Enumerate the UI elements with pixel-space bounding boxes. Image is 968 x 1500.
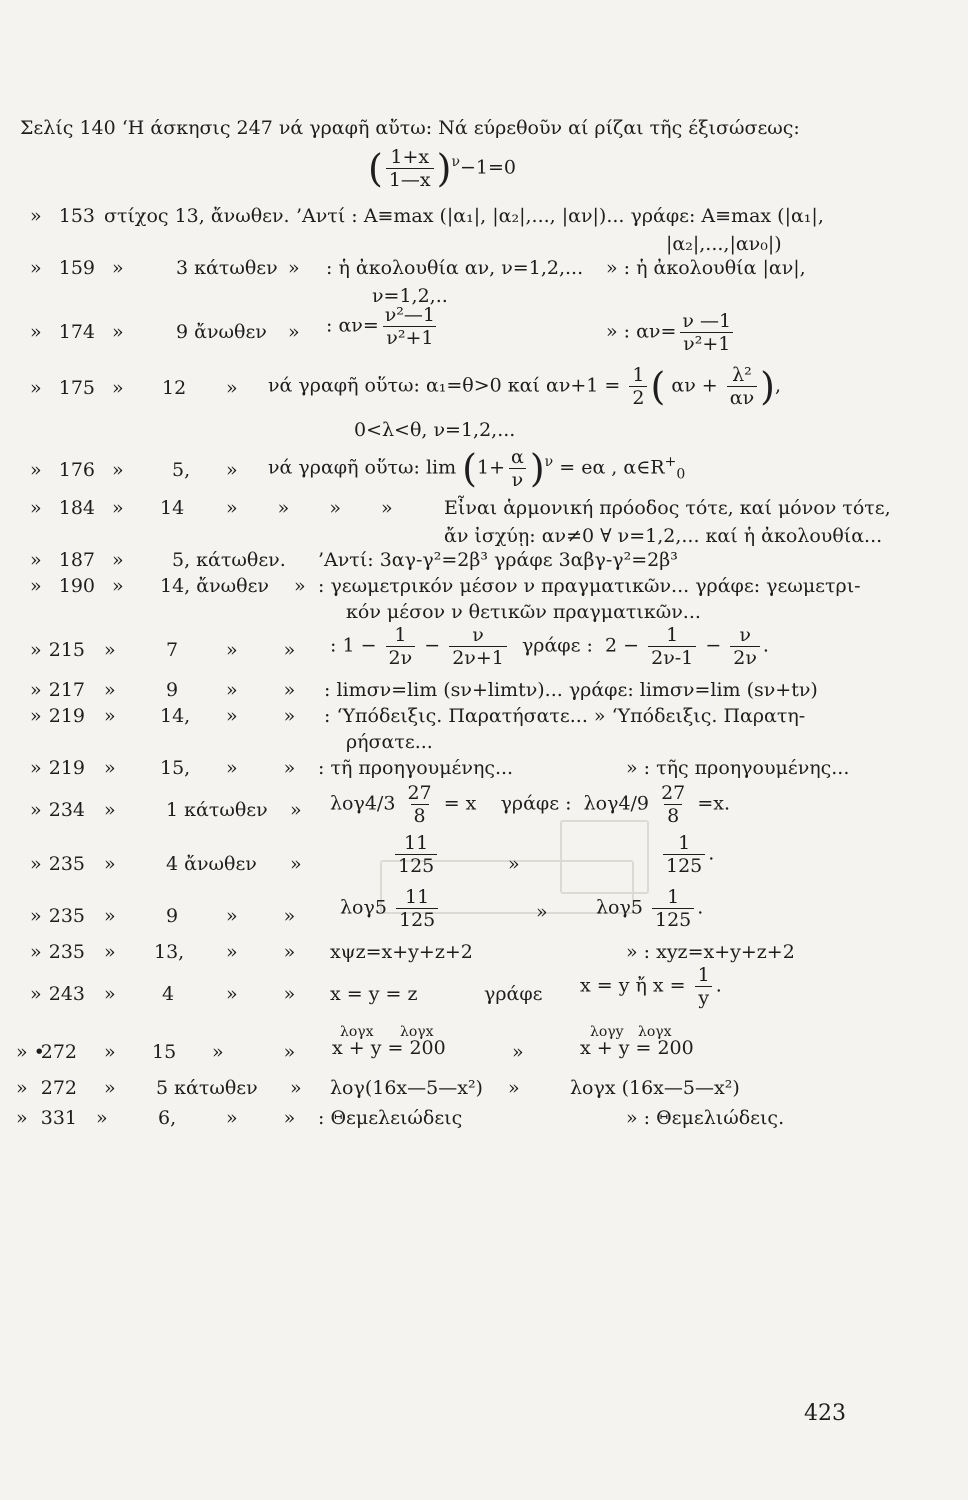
row-quote: » <box>112 377 124 399</box>
row-page: 159 <box>58 257 95 279</box>
row-line: 9 <box>166 679 179 701</box>
page-number: 423 <box>804 1401 846 1426</box>
row-line: στίχος 13, ἄνωθεν. <box>104 205 290 227</box>
row-quote: » <box>104 799 116 821</box>
row-correction-formula: x = y ἤ x = $\frac{1}{y}$ . <box>580 964 722 1009</box>
row-quote: » <box>30 853 42 875</box>
row-quote: » <box>30 799 42 821</box>
row-line: 13, <box>154 941 185 963</box>
row-continuation: ἄν ἰσχύῃ: αν≠0 ∀ ν=1,2,... καί ἡ ἀκολουθία... <box>444 525 883 547</box>
row-page: 190 <box>58 575 95 597</box>
row-quote: » <box>536 901 548 923</box>
row-correction: x + y = 200 <box>580 1037 694 1059</box>
row-quote: » <box>96 1107 108 1129</box>
row-quote: » <box>30 549 42 571</box>
row-line: 1 κάτωθεν <box>166 799 268 821</box>
row-quote: » <box>30 205 42 227</box>
row-line: 9 ἄνωθεν <box>176 321 267 343</box>
row-error: λογ(16x—5—x²) <box>330 1077 483 1099</box>
row-correction-formula: » : αν= $\frac{\nu —1}{\text{ν²+1}}$ <box>606 310 737 355</box>
row-quote: » <box>512 1041 524 1063</box>
row-quote: » <box>226 377 238 399</box>
row-quote: » <box>104 705 116 727</box>
row-line: 6, <box>158 1107 177 1129</box>
row-error: : ἡ ἀκολουθία αν, ν=1,2,... <box>326 257 584 279</box>
row-quote: » <box>288 257 300 279</box>
row-continuation: |α₂|,...,|αν₀|) <box>666 233 782 255</box>
row-quotes: » » » » <box>226 497 393 519</box>
row-quotes: » » <box>226 757 296 779</box>
row-correction-formula: νά γραφῆ οὕτω: lim (1+ $\frac{\alpha}{\nu}$ )$^\nu$ = eα , $\alpha\in R^+_0$ <box>268 446 686 491</box>
row-quote: » <box>104 853 116 875</box>
row-quote: » <box>30 459 42 481</box>
row-quote: » <box>30 757 42 779</box>
row-page: 234 <box>48 799 85 821</box>
row-quotes: » » <box>212 1041 296 1063</box>
row-page: 331 <box>40 1107 77 1129</box>
row-line: 3 κάτωθεν <box>176 257 278 279</box>
row-line: 14 <box>160 497 185 519</box>
row-quote: » <box>30 575 42 597</box>
row-correction: » : Θεμελιώδεις. <box>626 1107 785 1129</box>
row-quotes: » » <box>226 679 296 701</box>
eq-exponent: ν <box>451 154 460 171</box>
row-quote: » <box>226 459 238 481</box>
row-page: 153 <box>58 205 95 227</box>
row-quote: » <box>30 679 42 701</box>
row-page: 184 <box>58 497 95 519</box>
row-exponent: λογy <box>590 1024 624 1040</box>
row-page: 235 <box>48 853 85 875</box>
row-page: 176 <box>58 459 95 481</box>
row-correction: : limσν=lim (sν+limtν)... γράφε: limσν=lim (sν+tν) <box>324 679 818 701</box>
row-exponent: λογx <box>340 1024 374 1040</box>
row-exponent: λογx <box>400 1024 434 1040</box>
row-continuation: ν=1,2,.. <box>372 285 448 307</box>
row-page: 217 <box>48 679 85 701</box>
row-error: x = y = z <box>330 983 418 1005</box>
row-page: 174 <box>58 321 95 343</box>
row-quote: » <box>112 575 124 597</box>
row-correction: λογx (16x—5—x²) <box>570 1077 740 1099</box>
row-formula: : 1 − $\frac{1}{2\nu}$ − $\frac{\nu}{2\nu+1}$ γράφε : 2 − $\frac{1}{2\nu-1}$ − $\frac{\nu}{2\nu}$ . <box>330 624 769 669</box>
row-error: xψz=x+y+z+2 <box>330 941 473 963</box>
row-page: 272 <box>40 1077 77 1099</box>
row-quote: » <box>104 941 116 963</box>
row-formula: λογ4/3 $\frac{27}{8}$ = x γράφε : λογ4/9 $\frac{27}{8}$ =x. <box>330 782 730 827</box>
row-quote: » <box>294 575 306 597</box>
row-line: 7 <box>166 639 179 661</box>
row-quote: » <box>508 853 520 875</box>
row-correction: » : ἡ ἀκολουθία |αν|, <box>606 257 806 279</box>
row-correction: » : xyz=x+y+z+2 <box>626 941 795 963</box>
row-line: 5, κάτωθεν. <box>172 549 286 571</box>
row-quote: » <box>104 757 116 779</box>
equation-header: ( $\frac{1+x}{1—x}$ )$^\nu$−1=0 <box>368 146 517 191</box>
row-quote: » <box>30 905 42 927</box>
row-error: : τῆ προηγουμένης... <box>318 757 514 779</box>
row-error: : Θεμελειώδεις <box>318 1107 463 1129</box>
row-line: 5 κάτωθεν <box>156 1077 258 1099</box>
row-page: 219 <box>48 757 85 779</box>
row-continuation: κόν μέσον ν θετικῶν πραγματικῶν... <box>346 601 701 623</box>
row-page: 219 <box>48 705 85 727</box>
errata-header: Σελίς 140 ‘Η άσκησις 247 νά γραφῆ αὔτω: Νά εύρεθοῦν αί ρίζαι τῆς έξισώσεως: <box>20 117 800 139</box>
row-quote: » <box>30 497 42 519</box>
row-quote: » <box>112 321 124 343</box>
row-continuation: ρήσατε... <box>346 731 433 753</box>
eq-tail: −1=0 <box>459 156 517 179</box>
row-quote: » <box>16 1077 28 1099</box>
row-line: 15, <box>160 757 191 779</box>
row-page: 215 <box>48 639 85 661</box>
row-page: 175 <box>58 377 95 399</box>
row-quote: » <box>112 497 124 519</box>
row-quote: » <box>104 639 116 661</box>
row-line: 5, <box>172 459 191 481</box>
row-quotes: » » <box>226 705 296 727</box>
row-quote: » <box>30 639 42 661</box>
row-page: 187 <box>58 549 95 571</box>
row-quote: » • <box>16 1041 45 1063</box>
row-quote: » <box>30 941 42 963</box>
row-quote: » <box>104 905 116 927</box>
row-quotes: » » <box>226 983 296 1005</box>
eq-denominator: 1—x <box>386 168 434 191</box>
row-quotes: » » <box>226 905 296 927</box>
row-quotes: » » <box>226 639 296 661</box>
row-quotes: » » <box>226 1107 296 1129</box>
row-error-formula: $\frac{11}{125}$ <box>392 832 440 877</box>
row-quote: » <box>290 853 302 875</box>
row-error-formula: λογ5 $\frac{11}{125}$ <box>340 886 441 931</box>
row-quote: » <box>288 321 300 343</box>
row-quote: » <box>112 257 124 279</box>
row-line: 4 ἄνωθεν <box>166 853 257 875</box>
eq-numerator: 1+x <box>390 146 430 168</box>
row-error-formula: : αν= $\frac{\text{ν²—1}}{\text{ν²+1}}$ <box>326 304 436 349</box>
row-error: x + y = 200 <box>332 1037 446 1059</box>
row-correction: » : τῆς προηγουμένης... <box>626 757 850 779</box>
row-page: 235 <box>48 941 85 963</box>
row-quote: » <box>290 1077 302 1099</box>
row-correction: ’Αντί : A≡max (|α₁|, |α₂|,..., |αν|)... γράφε: A≡max (|α₁|, <box>296 205 824 227</box>
row-quote: » <box>112 549 124 571</box>
row-quote: » <box>30 321 42 343</box>
row-line: 12 <box>162 377 187 399</box>
row-page: 272 <box>40 1041 77 1063</box>
row-quote: » <box>16 1107 28 1129</box>
row-line: 9 <box>166 905 179 927</box>
row-page: 243 <box>48 983 85 1005</box>
row-quote: » <box>30 257 42 279</box>
row-line: 15 <box>152 1041 177 1063</box>
row-correction: ’Αντί: 3αγ-γ²=2β³ γράφε 3αβγ-γ²=2β³ <box>318 549 678 571</box>
row-correction-formula: νά γραφῆ οὕτω: α₁=θ>0 καί αν+1 = $\frac{1}{2}$ ( αν + $\frac{\text{λ²}}{\alpha\nu}$ ), <box>268 364 782 409</box>
row-correction: : γεωμετρικόν μέσον ν πραγματικῶν... γράφε: γεωμετρι- <box>318 575 861 597</box>
row-quote: » <box>104 1041 116 1063</box>
row-line: 14, ἄνωθεν <box>160 575 269 597</box>
row-quote: » <box>508 1077 520 1099</box>
row-correction-formula: λογ5 $\frac{1}{125}$ . <box>596 886 704 931</box>
row-quote: » <box>30 377 42 399</box>
row-quote: » <box>104 983 116 1005</box>
row-line: 14, <box>160 705 191 727</box>
row-quote: » <box>104 679 116 701</box>
row-continuation: 0<λ<θ, ν=1,2,... <box>354 419 516 441</box>
row-correction: : ‘Υπόδειξις. Παρατήσατε... » ‘Υπόδειξις. Παρατη- <box>324 705 806 727</box>
row-page: 235 <box>48 905 85 927</box>
row-correction: Εἶναι ἁρμονική πρόοδος τότε, καί μόνον τότε, <box>444 497 891 519</box>
row-quote: » <box>290 799 302 821</box>
row-line: 4 <box>162 983 175 1005</box>
row-quotes: » » <box>226 941 296 963</box>
row-quote: » <box>30 705 42 727</box>
row-quote: » <box>30 983 42 1005</box>
row-quote: » <box>112 459 124 481</box>
row-quote: » <box>104 1077 116 1099</box>
row-correction-formula: $\frac{1}{125}$ . <box>660 832 714 877</box>
row-exponent: λογx <box>638 1024 672 1040</box>
row-gloss: γράφε <box>484 983 543 1005</box>
